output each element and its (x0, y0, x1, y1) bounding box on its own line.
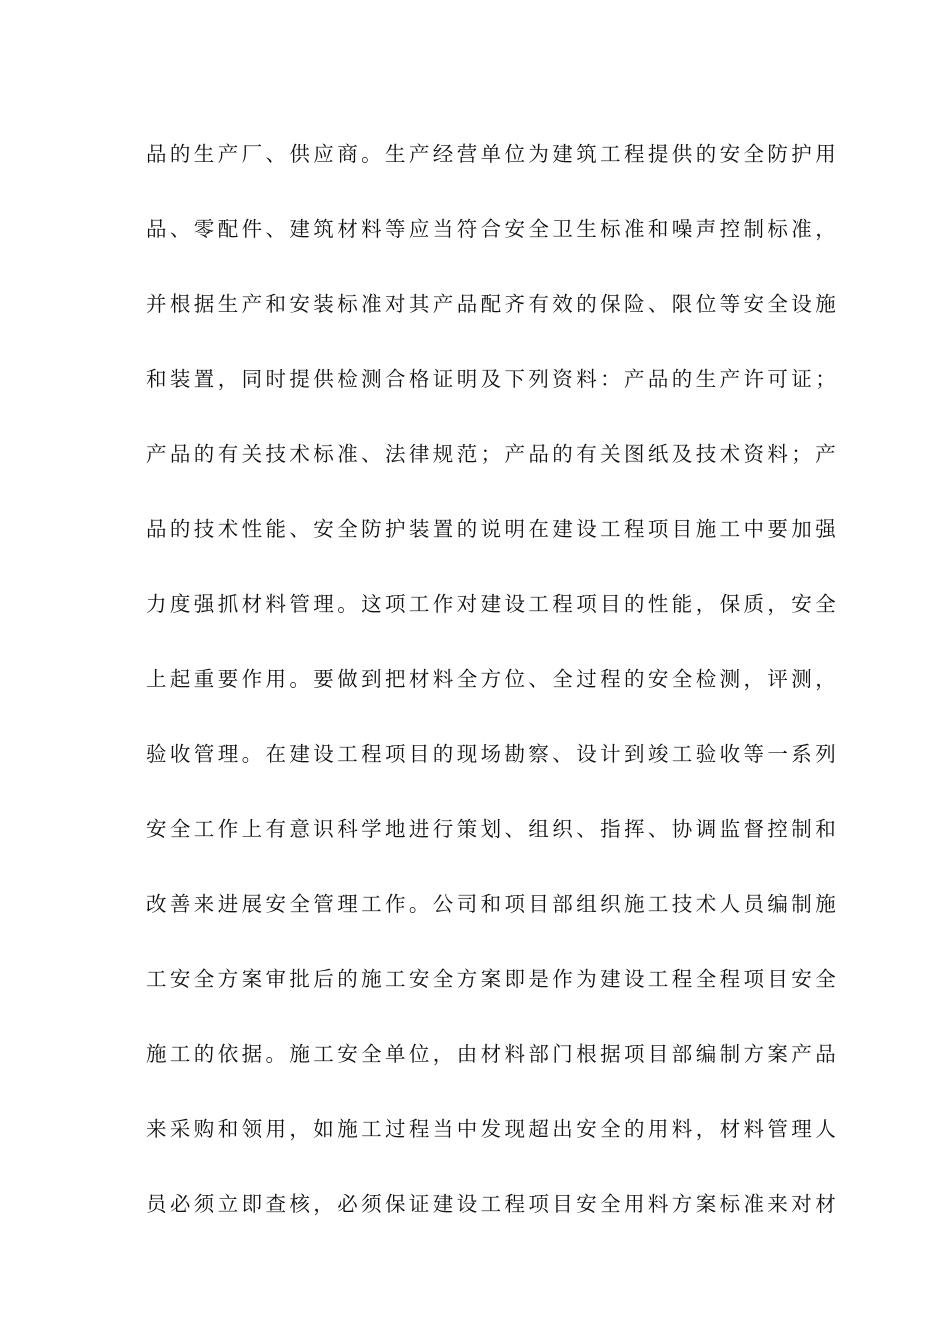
text-line: 改善来进展安全管理工作。公司和项目部组织施工技术人员编制施 (146, 892, 840, 916)
text-line: 工安全方案审批后的施工安全方案即是作为建设工程全程项目安全 (146, 967, 840, 991)
text-line: 品的技术性能、安全防护装置的说明在建设工程项目施工中要加强 (146, 517, 840, 541)
text-line: 上起重要作用。要做到把材料全方位、全过程的安全检测，评测， (146, 667, 840, 691)
text-line: 品的生产厂、供应商。生产经营单位为建筑工程提供的安全防护用 (146, 142, 840, 166)
text-line: 品、零配件、建筑材料等应当符合安全卫生标准和噪声控制标准， (146, 217, 840, 241)
text-line: 来采购和领用，如施工过程当中发现超出安全的用料，材料管理人 (146, 1117, 840, 1141)
text-line: 和装置，同时提供检测合格证明及下列资料：产品的生产许可证； (146, 367, 840, 391)
text-line: 安全工作上有意识科学地进行策划、组织、指挥、协调监督控制和 (146, 817, 840, 841)
text-line: 验收管理。在建设工程项目的现场勘察、设计到竣工验收等一系列 (146, 742, 840, 766)
text-line: 力度强抓材料管理。这项工作对建设工程项目的性能，保质，安全 (146, 592, 840, 616)
text-line: 员必须立即查核，必须保证建设工程项目安全用料方案标准来对材 (146, 1192, 840, 1216)
text-line: 并根据生产和安装标准对其产品配齐有效的保险、限位等安全设施 (146, 292, 840, 316)
body-text (146, 130, 840, 1255)
text-line: 产品的有关技术标准、法律规范；产品的有关图纸及技术资料；产 (146, 442, 840, 466)
text-line: 施工的依据。施工安全单位，由材料部门根据项目部编制方案产品 (146, 1042, 840, 1066)
